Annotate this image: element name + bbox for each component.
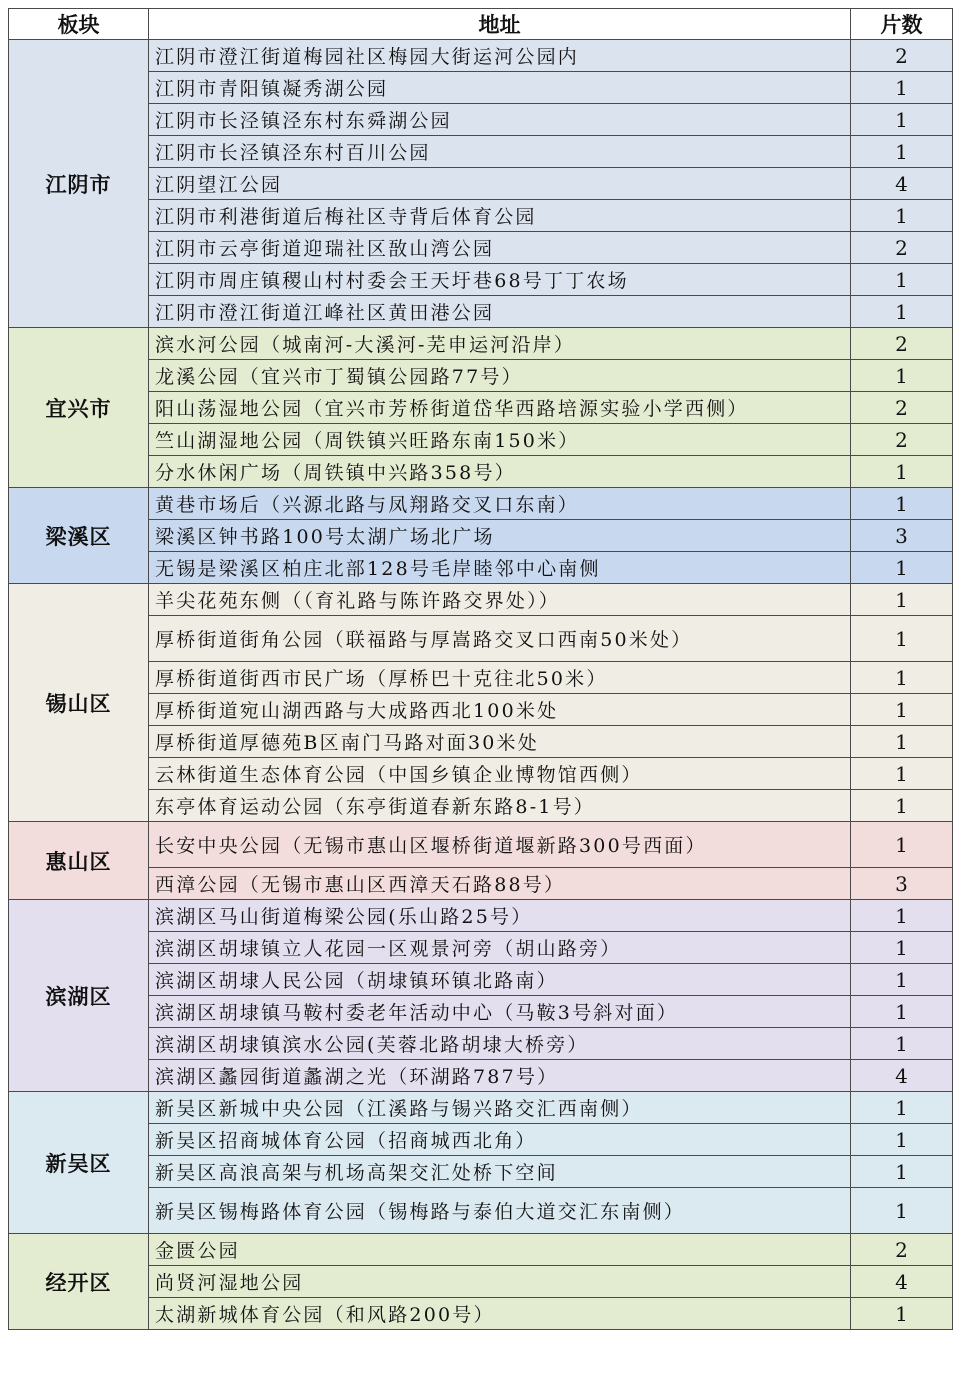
- address-cell: 金匮公园: [149, 1234, 851, 1266]
- count-cell: 1: [851, 1156, 953, 1188]
- address-cell: 太湖新城体育公园（和风路200号）: [149, 1298, 851, 1330]
- address-cell: 梁溪区钟书路100号太湖广场北广场: [149, 520, 851, 552]
- count-cell: 1: [851, 932, 953, 964]
- count-cell: 1: [851, 488, 953, 520]
- count-cell: 1: [851, 1028, 953, 1060]
- table-row: [9, 1234, 953, 1266]
- table-row: [9, 296, 953, 328]
- count-cell: 1: [851, 72, 953, 104]
- header-count: 片数: [851, 9, 953, 40]
- count-cell: 1: [851, 200, 953, 232]
- table-row: [9, 520, 953, 552]
- address-cell: 滨湖区胡埭人民公园（胡埭镇环镇北路南）: [149, 964, 851, 996]
- table-row: [9, 964, 953, 996]
- count-cell: 1: [851, 264, 953, 296]
- count-cell: 1: [851, 136, 953, 168]
- table-row: [9, 1060, 953, 1092]
- count-cell: 1: [851, 104, 953, 136]
- address-cell: 云林街道生态体育公园（中国乡镇企业博物馆西侧）: [149, 758, 851, 790]
- table-row: [9, 822, 953, 868]
- address-cell: 江阴市澄江街道梅园社区梅园大街运河公园内: [149, 40, 851, 72]
- table-row: [9, 424, 953, 456]
- address-cell: 尚贤河湿地公园: [149, 1266, 851, 1298]
- address-cell: 新吴区招商城体育公园（招商城西北角）: [149, 1124, 851, 1156]
- address-cell: 东亭体育运动公园（东亭街道春新东路8-1号）: [149, 790, 851, 822]
- region-cell: 新吴区: [9, 1092, 149, 1234]
- count-cell: 1: [851, 296, 953, 328]
- table-row: [9, 488, 953, 520]
- address-cell: 羊尖花苑东侧（（育礼路与陈许路交界处））: [149, 584, 851, 616]
- table-row: [9, 932, 953, 964]
- table-row: [9, 1028, 953, 1060]
- table-row: [9, 662, 953, 694]
- table-row: [9, 264, 953, 296]
- table-row: [9, 1092, 953, 1124]
- table-row: [9, 1124, 953, 1156]
- table-row: [9, 726, 953, 758]
- count-cell: 2: [851, 232, 953, 264]
- count-cell: 4: [851, 168, 953, 200]
- count-cell: 1: [851, 790, 953, 822]
- address-cell: 江阴市长泾镇泾东村东舜湖公园: [149, 104, 851, 136]
- count-cell: 2: [851, 392, 953, 424]
- header-row: [9, 9, 953, 40]
- table-row: [9, 996, 953, 1028]
- count-cell: 1: [851, 1124, 953, 1156]
- address-cell: 竺山湖湿地公园（周铁镇兴旺路东南150米）: [149, 424, 851, 456]
- parks-table: [8, 8, 953, 1330]
- count-cell: 3: [851, 520, 953, 552]
- address-cell: 江阴市澄江街道江峰社区黄田港公园: [149, 296, 851, 328]
- table-row: [9, 758, 953, 790]
- address-cell: 西漳公园（无锡市惠山区西漳天石路88号）: [149, 868, 851, 900]
- table-row: [9, 200, 953, 232]
- address-cell: 滨湖区胡埭镇滨水公园(芙蓉北路胡埭大桥旁）: [149, 1028, 851, 1060]
- table-row: [9, 790, 953, 822]
- region-cell: 惠山区: [9, 822, 149, 900]
- table-row: [9, 1156, 953, 1188]
- address-cell: 江阴市青阳镇凝秀湖公园: [149, 72, 851, 104]
- count-cell: 4: [851, 1060, 953, 1092]
- table-row: [9, 40, 953, 72]
- region-cell: 江阴市: [9, 40, 149, 328]
- count-cell: 1: [851, 996, 953, 1028]
- address-cell: 阳山荡湿地公园（宜兴市芳桥街道岱华西路培源实验小学西侧）: [149, 392, 851, 424]
- header-region: 板块: [9, 9, 149, 40]
- count-cell: 1: [851, 694, 953, 726]
- table-row: [9, 900, 953, 932]
- count-cell: 1: [851, 456, 953, 488]
- table-header: [9, 9, 953, 40]
- address-cell: 滨湖区胡埭镇马鞍村委老年活动中心（马鞍3号斜对面）: [149, 996, 851, 1028]
- count-cell: 3: [851, 868, 953, 900]
- count-cell: 2: [851, 328, 953, 360]
- table-row: [9, 72, 953, 104]
- count-cell: 1: [851, 584, 953, 616]
- count-cell: 1: [851, 822, 953, 868]
- count-cell: 1: [851, 1188, 953, 1234]
- address-cell: 厚桥街道厚德苑B区南门马路对面30米处: [149, 726, 851, 758]
- address-cell: 厚桥街道街西市民广场（厚桥巴十克往北50米）: [149, 662, 851, 694]
- table-body: [9, 40, 953, 1330]
- count-cell: 1: [851, 758, 953, 790]
- table-row: [9, 694, 953, 726]
- count-cell: 1: [851, 900, 953, 932]
- count-cell: 1: [851, 1298, 953, 1330]
- table-row: [9, 232, 953, 264]
- table-row: [9, 328, 953, 360]
- address-cell: 江阴望江公园: [149, 168, 851, 200]
- address-cell: 滨水河公园（城南河-大溪河-芜申运河沿岸）: [149, 328, 851, 360]
- address-cell: 江阴市长泾镇泾东村百川公园: [149, 136, 851, 168]
- address-cell: 江阴市周庄镇稷山村村委会王天圩巷68号丁丁农场: [149, 264, 851, 296]
- region-cell: 宜兴市: [9, 328, 149, 488]
- address-cell: 江阴市利港街道后梅社区寺背后体育公园: [149, 200, 851, 232]
- address-cell: 新吴区高浪高架与机场高架交汇处桥下空间: [149, 1156, 851, 1188]
- table-row: [9, 1188, 953, 1234]
- table-row: [9, 168, 953, 200]
- address-cell: 滨湖区蠡园街道蠡湖之光（环湖路787号）: [149, 1060, 851, 1092]
- address-cell: 新吴区新城中央公园（江溪路与锡兴路交汇西南侧）: [149, 1092, 851, 1124]
- address-cell: 滨湖区胡埭镇立人花园一区观景河旁（胡山路旁）: [149, 932, 851, 964]
- table-row: [9, 456, 953, 488]
- table-row: [9, 584, 953, 616]
- address-cell: 厚桥街道宛山湖西路与大成路西北100米处: [149, 694, 851, 726]
- address-cell: 新吴区锡梅路体育公园（锡梅路与泰伯大道交汇东南侧）: [149, 1188, 851, 1234]
- table-row: [9, 392, 953, 424]
- count-cell: 2: [851, 1234, 953, 1266]
- count-cell: 1: [851, 616, 953, 662]
- count-cell: 4: [851, 1266, 953, 1298]
- address-cell: 黄巷市场后（兴源北路与凤翔路交叉口东南）: [149, 488, 851, 520]
- table-row: [9, 616, 953, 662]
- address-cell: 滨湖区马山街道梅梁公园(乐山路25号）: [149, 900, 851, 932]
- address-cell: 龙溪公园（宜兴市丁蜀镇公园路77号）: [149, 360, 851, 392]
- table-row: [9, 104, 953, 136]
- region-cell: 滨湖区: [9, 900, 149, 1092]
- address-cell: 厚桥街道街角公园（联福路与厚嵩路交叉口西南50米处）: [149, 616, 851, 662]
- count-cell: 1: [851, 360, 953, 392]
- region-cell: 经开区: [9, 1234, 149, 1330]
- table-row: [9, 1266, 953, 1298]
- count-cell: 1: [851, 964, 953, 996]
- address-cell: 江阴市云亭街道迎瑞社区敔山湾公园: [149, 232, 851, 264]
- region-cell: 锡山区: [9, 584, 149, 822]
- table-row: [9, 552, 953, 584]
- count-cell: 1: [851, 1092, 953, 1124]
- table-row: [9, 136, 953, 168]
- count-cell: 1: [851, 662, 953, 694]
- count-cell: 1: [851, 726, 953, 758]
- table-row: [9, 360, 953, 392]
- region-cell: 梁溪区: [9, 488, 149, 584]
- header-address: 地址: [149, 9, 851, 40]
- table-row: [9, 1298, 953, 1330]
- count-cell: 1: [851, 552, 953, 584]
- count-cell: 2: [851, 40, 953, 72]
- address-cell: 长安中央公园（无锡市惠山区堰桥街道堰新路300号西面）: [149, 822, 851, 868]
- address-cell: 无锡是梁溪区柏庄北部128号毛岸睦邻中心南侧: [149, 552, 851, 584]
- count-cell: 2: [851, 424, 953, 456]
- table-row: [9, 868, 953, 900]
- address-cell: 分水休闲广场（周铁镇中兴路358号）: [149, 456, 851, 488]
